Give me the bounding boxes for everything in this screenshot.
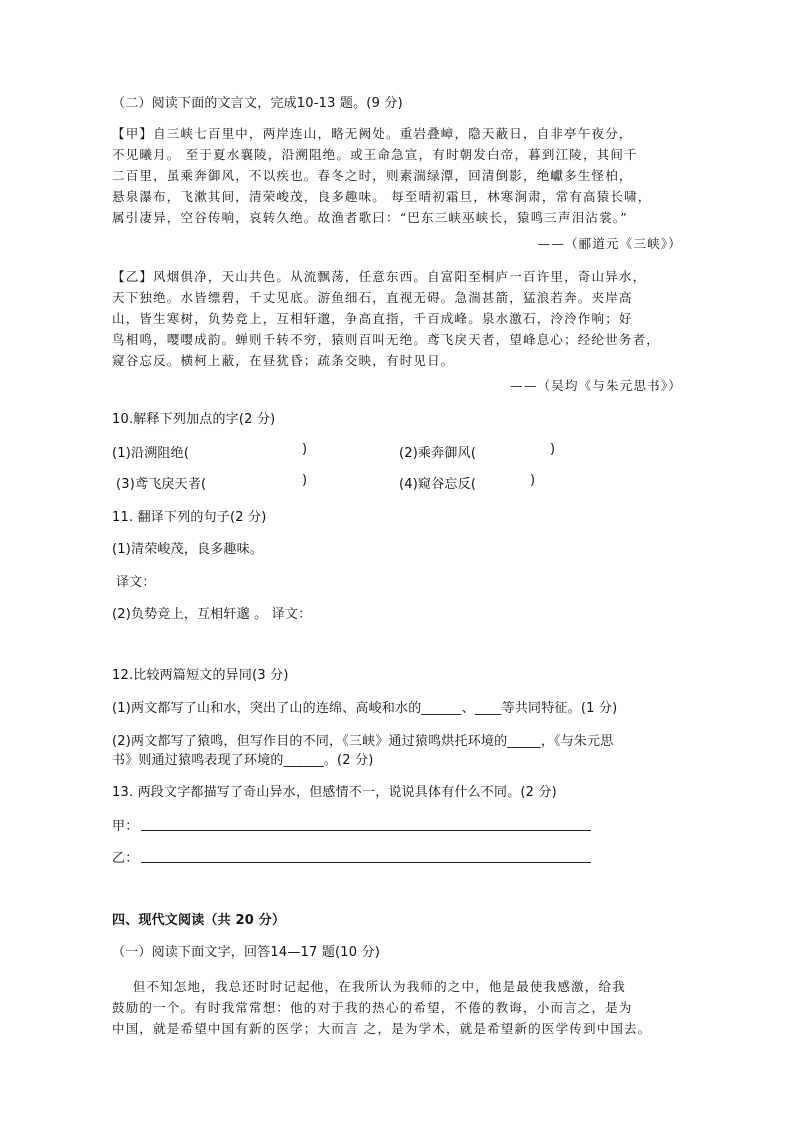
passage-yi-line: 【乙】风烟俱净，天山共色。从流飘荡，任意东西。自富阳至桐庐一百许里，奇山异水， (112, 269, 647, 284)
q10-item-4-close: ) (530, 473, 536, 488)
passage-yi-source: ——（吴均《与朱元思书》） (510, 378, 682, 393)
question-10-title: 10.解释下列加点的字(2 分) (112, 412, 276, 427)
question-11-title: 11. 翻译下列的句子(2 分) (112, 510, 267, 525)
modern-passage-line: 鼓励的一个。有时我常常想：他的对于我的热心的希望，不倦的教诲，小而言之，是为 (112, 1000, 633, 1015)
section2-heading: （二）阅读下面的文言文，完成10-13 题。(9 分) (112, 96, 403, 111)
q10-item-1-open: (1)沿溯阻绝( (112, 446, 190, 461)
q12-part-2-line-1: (2)两文都写了猿鸣，但写作目的不同，《三峡》通过猿鸣烘托环境的_____，《与朱元思 (112, 734, 614, 749)
modern-passage-line: 但不知怎地，我总还时时记起他，在我所认为我师的之中，他是最使我感激，给我 (112, 979, 626, 994)
q13-yi-label: 乙： (112, 851, 139, 866)
q10-item-3-open: (3)鸢飞戾天者( (116, 477, 207, 492)
question-13-title: 13. 两段文字都描写了奇山异水，但感情不一，说说具体有什么不同。(2 分) (112, 785, 557, 800)
passage-jia-line: 属引凄异，空谷传响，哀转久绝。故渔者歌曰：“巴东三峡巫峡长，猿鸣三声泪沾裳。” (112, 210, 628, 225)
q10-item-4-open: (4)窥谷忘反( (399, 477, 477, 492)
q10-item-3-close: ) (302, 473, 308, 488)
passage-jia-line: 悬泉瀑布，飞漱其间，清荣峻茂，良多趣味。 每至晴初霜旦，林寒涧肃，常有高猿长啸， (112, 189, 652, 204)
q10-item-1-close: ) (302, 442, 308, 457)
passage-jia-line: 【甲】自三峡七百里中，两岸连山，略无阙处。重岩叠嶂，隐天蔽日，自非亭午夜分， (112, 126, 633, 141)
modern-reading-subheading: （一）阅读下面文字，回答14—17 题(10 分) (112, 945, 381, 960)
q13-yi-answer-line[interactable] (141, 862, 591, 863)
passage-yi-line: 窥谷忘反。横柯上蔽，在昼犹昏；疏条交映，有时见日。 (112, 353, 455, 368)
passage-jia-line: 二百里，虽乘奔御风，不以疾也。春冬之时，则素湍绿潭，回清倒影，绝巘多生怪柏， (112, 168, 633, 183)
section4-heading: 四、现代文阅读（共 20 分） (112, 913, 286, 928)
q11-sentence-1: (1)清荣峻茂，良多趣味。 (112, 542, 264, 557)
passage-yi-line: 山，皆生寒树，负势竞上，互相轩邈，争高直指，千百成峰。泉水激石，泠泠作响；好 (112, 311, 633, 326)
q11-translation-label: 译文： (116, 575, 156, 590)
q12-part-1: (1)两文都写了山和水，突出了山的连绵、高峻和水的______、____等共同特征。(1 分) (112, 701, 618, 716)
q13-jia-answer-line[interactable] (141, 830, 591, 831)
q10-item-2-open: (2)乘奔御风( (399, 446, 477, 461)
modern-passage-line: 中国，就是希望中国有新的医学；大而言 之，是为学术，就是希望新的医学传到中国去。 (112, 1021, 652, 1036)
question-12-title: 12.比较两篇短文的异同(3 分) (112, 668, 289, 683)
q12-part-2-line-2: 书》则通过猿鸣表现了环境的______。(2 分) (112, 753, 374, 768)
passage-yi-line: 鸟相鸣，嘤嘤成韵。蝉则千转不穷，猿则百叫无绝。鸢飞戾天者，望峰息心；经纶世务者， (112, 332, 661, 347)
passage-yi-line: 天下独绝。水皆缥碧，千丈见底。游鱼细石，直视无碍。急湍甚箭，猛浪若奔。夹岸高 (112, 290, 633, 305)
q13-jia-label: 甲： (112, 819, 139, 834)
passage-jia-source: ——（郦道元《三峡》） (537, 236, 682, 251)
q11-sentence-2: (2)负势竞上，互相轩邈 。 译文： (112, 607, 312, 622)
q10-item-2-close: ) (550, 442, 556, 457)
passage-jia-line: 不见曦月。 至于夏水襄陵，沿溯阻绝。或王命急宣，有时朝发白帝，暮到江陵，其间千 (112, 147, 638, 162)
